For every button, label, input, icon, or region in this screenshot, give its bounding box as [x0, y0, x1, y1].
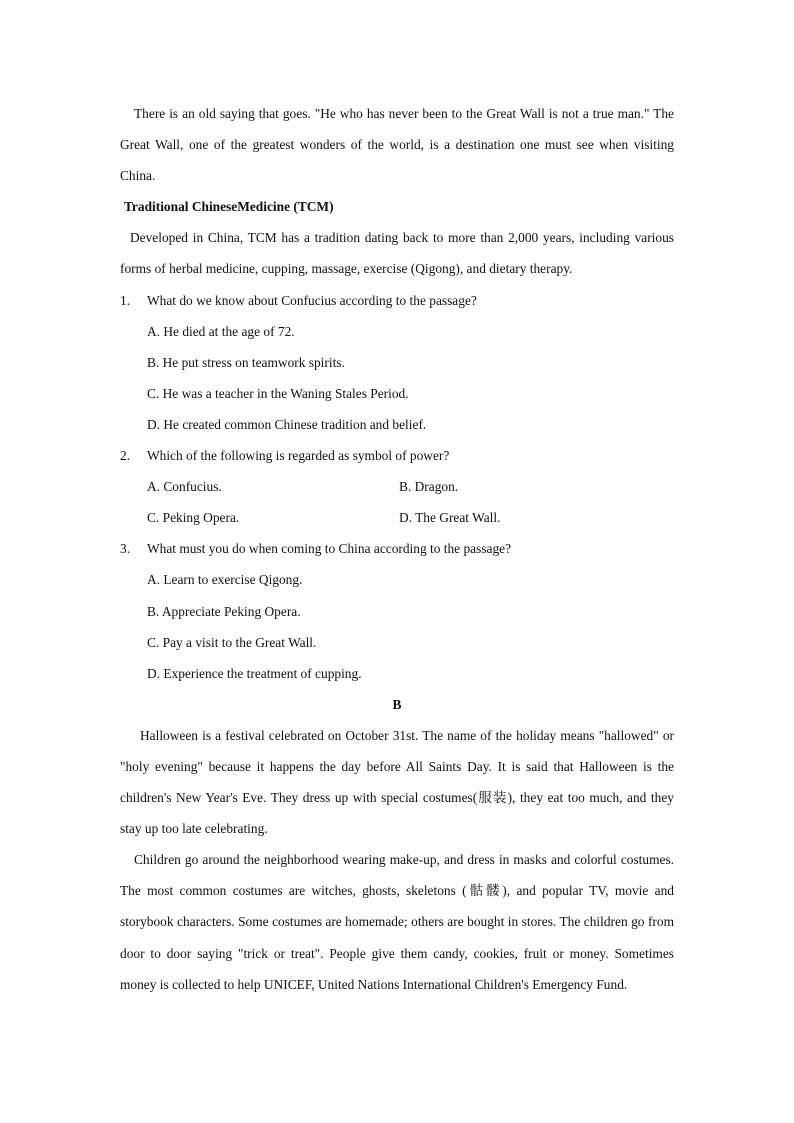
option-2d: D. The Great Wall.: [399, 510, 501, 526]
question-2: [120, 440, 674, 471]
paragraph-halloween-1: Halloween is a festival celebrated on October 31st. The name of the holiday means "hallowed" or "holy evening" because it happens the day before All Saints Day. It is said that Halloween is the children's New Year's Eve. They dress up with special costumes(服装), they eat too much, and they stay up too late celebrating.: [120, 727, 674, 837]
option-1b: B. He put stress on teamwork spirits.: [147, 354, 345, 370]
option-row: [120, 471, 674, 502]
option-2a: A. Confucius.: [147, 479, 222, 495]
question-number: 3.: [120, 541, 131, 557]
paragraph-tcm: Developed in China, TCM has a tradition dating back to more than 2,000 years, including various forms of herbal medicine, cupping, massage, exercise (Qigong), and dietary therapy.: [120, 230, 674, 277]
option-row: [120, 502, 674, 533]
section-b-label: B: [392, 696, 402, 712]
option-3a: A. Learn to exercise Qigong.: [147, 572, 303, 588]
option-1a: A. He died at the age of 72.: [147, 323, 295, 339]
document-page: [120, 98, 674, 1000]
option-1c: C. He was a teacher in the Waning Stales Period.: [147, 385, 409, 401]
option-2b: B. Dragon.: [399, 479, 459, 495]
option-1d: D. He created common Chinese tradition and belief.: [147, 416, 427, 432]
tcm-heading: Traditional ChineseMedicine (TCM): [124, 199, 334, 215]
question-1: [120, 285, 674, 316]
option-3d: D. Experience the treatment of cupping.: [147, 665, 362, 681]
option-3b: B. Appreciate Peking Opera.: [147, 603, 301, 619]
question-text: What do we know about Confucius according to the passage?: [147, 292, 477, 308]
option-3c: C. Pay a visit to the Great Wall.: [147, 634, 317, 650]
question-3: [120, 533, 674, 564]
paragraph-great-wall: There is an old saying that goes. "He who has never been to the Great Wall is not a true man." The Great Wall, one of the greatest wonders of the world, is a destination one must see when visiting China.: [120, 106, 674, 184]
question-number: 1.: [120, 292, 131, 308]
option-2c: C. Peking Opera.: [147, 510, 240, 526]
question-number: 2.: [120, 448, 131, 464]
question-text: What must you do when coming to China according to the passage?: [147, 541, 512, 557]
question-text: Which of the following is regarded as symbol of power?: [147, 448, 450, 464]
paragraph-halloween-2: Children go around the neighborhood wearing make-up, and dress in masks and colorful costumes. The most common costumes are witches, ghosts, skeletons (骷髅), and popular TV, movie and storybook characters. Some costumes are homemade; others are bought in stores. The children go from door to door saying "trick or treat". People give them candy, cookies, fruit or money. Sometimes money is collected to help UNICEF, United Nations International Children's Emergency Fund.: [120, 852, 674, 992]
